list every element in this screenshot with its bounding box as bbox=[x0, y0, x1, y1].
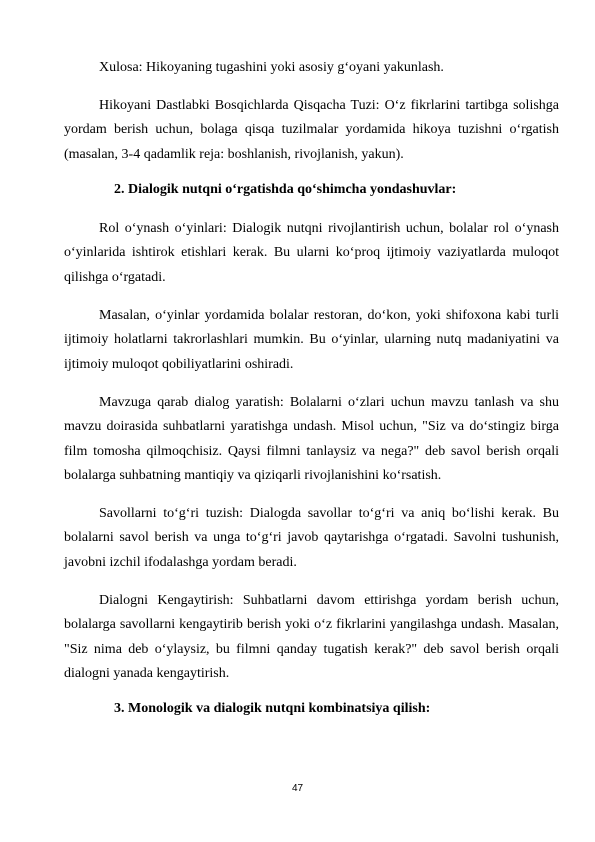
page-number: 47 bbox=[291, 783, 304, 794]
paragraph-dialog-expansion: Dialogni Kengaytirish: Suhbatlarni davom ettirishga yordam berish uchun, bolalarga savollarni kengaytirib berish yoki o‘z fikrlarini yangilashga undash. Masalan, "Siz nima deb o‘ylaysiz, bu filmni qanday tugatish kerak?" deb savol berish orqali dialogni yanada kengaytirish. bbox=[64, 593, 559, 682]
section-heading-2: 2. Dialogik nutqni o‘rgatishda qo‘shimcha yondashuvlar: bbox=[114, 182, 457, 197]
paragraph-topic-dialog: Mavzuga qarab dialog yaratish: Bolalarni o‘zlari uchun mavzu tanlash va shu mavzu doirasida suhbatlarni yaratishga undash. Misol uchun, "Siz va do‘stingiz birga film tomosha qilmoqchisiz. Qaysi filmni tanlaysiz va nega?" deb savol berish orqali bolalarga suhbatning mantiqiy va qiziqarli rivojlanishini ko‘rsatish. bbox=[64, 395, 559, 484]
paragraph-role-play: Rol o‘ynash o‘yinlari: Dialogik nutqni rivojlantirish uchun, bolalar rol o‘ynash o‘yinlarida ishtirok etishlari kerak. Bu ularni ko‘proq ijtimoiy vaziyatlarda muloqot qilishga o‘rgatadi. bbox=[64, 221, 559, 285]
paragraph-questions: Savollarni to‘g‘ri tuzish: Dialogda savollar to‘g‘ri va aniq bo‘lishi kerak. Bu bolalarni savol berish va unga to‘g‘ri javob qaytarishga o‘rgatadi. Savolni tushunish, javobni izchil ifodalashga yordam beradi. bbox=[64, 506, 559, 570]
paragraph-conclusion: Xulosa: Hikoyaning tugashini yoki asosiy g‘oyani yakunlash. bbox=[99, 60, 444, 75]
section-heading-3: 3. Monologik va dialogik nutqni kombinatsiya qilish: bbox=[114, 701, 431, 716]
paragraph-story-structure: Hikoyani Dastlabki Bosqichlarda Qisqacha Tuzi: O‘z fikrlarini tartibga solishga yordam berish uchun, bolaga qisqa tuzilmalar yordamida hikoya tuzishni o‘rgatish (masalan, 3-4 qadamlik reja: boshlanish, rivojlanish, yakun). bbox=[64, 98, 559, 162]
paragraph-role-play-example: Masalan, o‘yinlar yordamida bolalar restoran, do‘kon, yoki shifoxona kabi turli ijtimoiy holatlarni takrorlashlari mumkin. Bu o‘yinlar, ularning nutq madaniyatini va ijtimoiy muloqot qobiliyatlarini oshiradi. bbox=[64, 308, 559, 372]
